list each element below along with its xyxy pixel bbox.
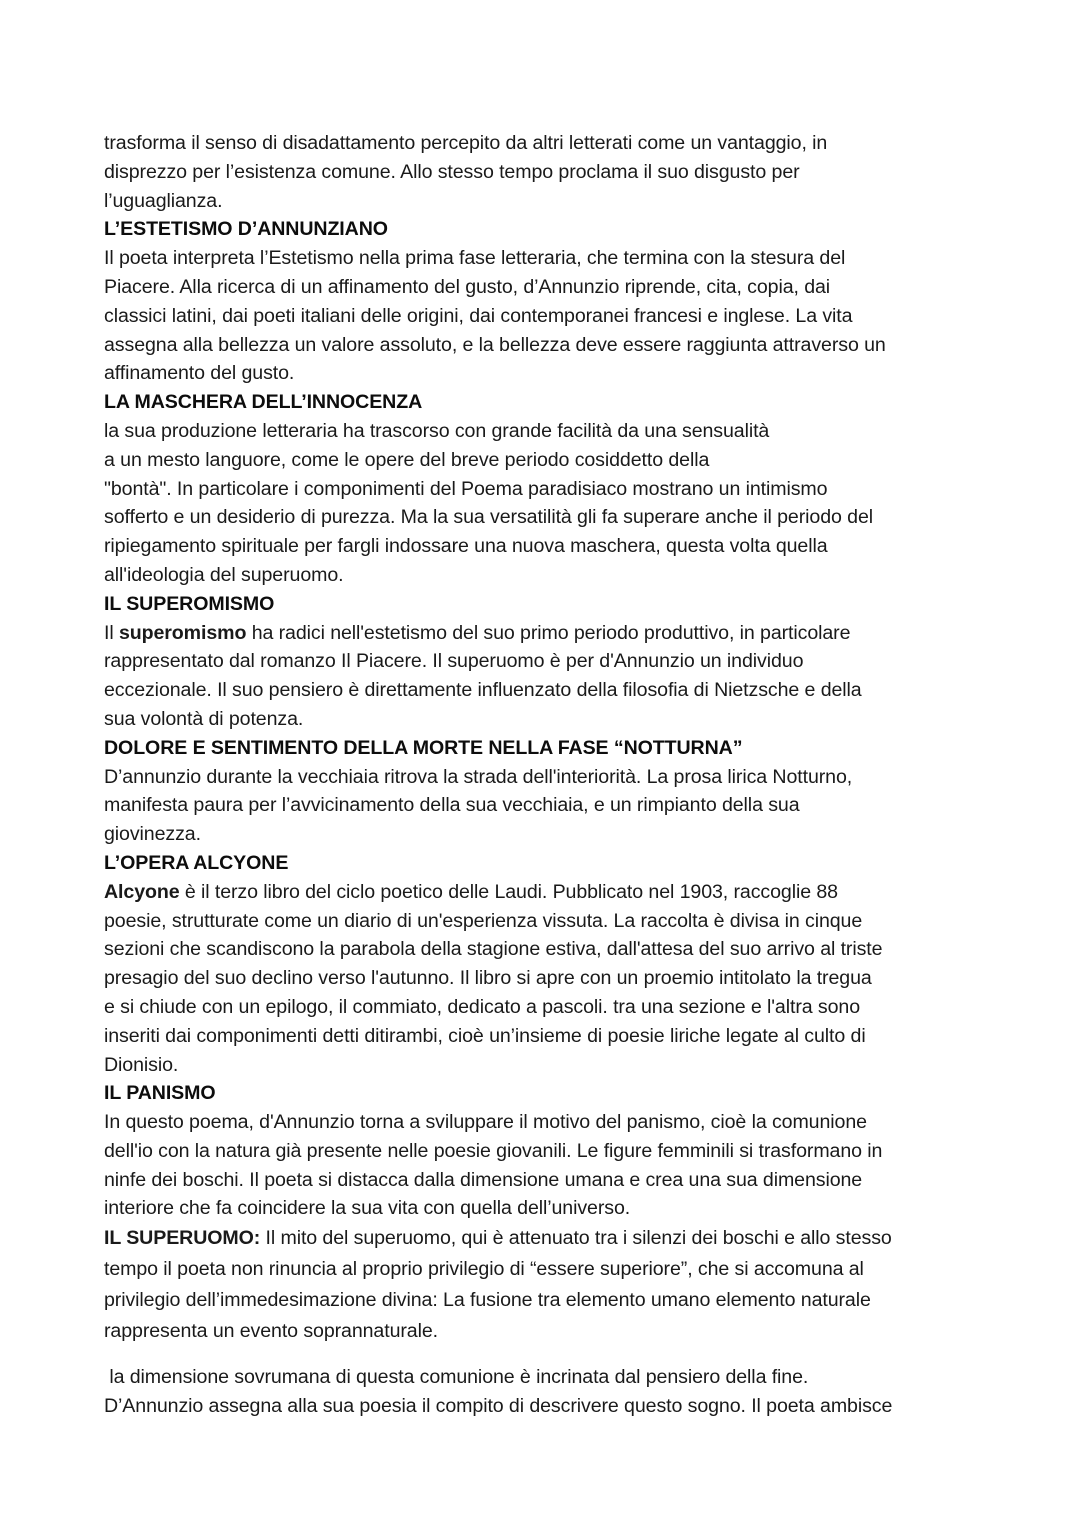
text-run: Il [104, 621, 119, 644]
text-line: Dionisio. [104, 1053, 179, 1076]
section-heading: L’ESTETISMO D’ANNUNZIANO [104, 218, 388, 241]
text-line: D’Annunzio assegna alla sua poesia il compito di descrivere questo sogno. Il poeta ambisce [104, 1395, 893, 1418]
text-line: rappresenta un evento soprannaturale. [104, 1320, 438, 1343]
text-line: ninfe dei boschi. Il poeta si distacca dalla dimensione umana e crea una sua dimensione [104, 1168, 863, 1191]
section-heading: L’OPERA ALCYONE [104, 851, 289, 874]
conclusion-paragraph [104, 1363, 984, 1421]
text-line: tempo il poeta non rinuncia al proprio privilegio di “essere superiore”, che si accomuna al [104, 1258, 864, 1281]
bold-term: IL SUPERUOMO: [104, 1227, 261, 1250]
section-heading: DOLORE E SENTIMENTO DELLA MORTE NELLA FASE “NOTTURNA” [104, 736, 743, 759]
text-line [104, 619, 984, 648]
text-line: disprezzo per l’esistenza comune. Allo stesso tempo proclama il suo disgusto per [104, 160, 800, 183]
text-line: la sua produzione letteraria ha trascorso con grande facilità da una sensualità [104, 419, 770, 442]
text-line: interiore che fa coincidere la sua vita con quella dell’universo. [104, 1197, 631, 1220]
text-line [104, 1223, 984, 1254]
text-line: manifesta paura per l’avvicinamento della sua vecchiaia, e un rimpianto della sua [104, 794, 800, 817]
text-run: ha radici nell'estetismo del suo primo periodo produttivo, in particolare [246, 621, 851, 644]
text-line: giovinezza. [104, 823, 201, 846]
text-line: ripiegamento spirituale per fargli indossare una nuova maschera, questa volta quella [104, 535, 828, 558]
section-superomismo [104, 590, 984, 734]
text-line: In questo poema, d'Annunzio torna a sviluppare il motivo del panismo, cioè la comunione [104, 1111, 867, 1134]
text-line: assegna alla bellezza un valore assoluto, e la bellezza deve essere raggiunta attraverso un [104, 333, 886, 356]
text-line: rappresentato dal romanzo Il Piacere. Il superuomo è per d'Annunzio un individuo [104, 650, 804, 673]
text-line: sofferto e un desiderio di purezza. Ma la sua versatilità gli fa superare anche il periodo del [104, 506, 873, 529]
bold-term: superomismo [118, 621, 247, 644]
text-line: all'ideologia del superuomo. [104, 563, 344, 586]
text-line: privilegio dell’immedesimazione divina: La fusione tra elemento umano elemento naturale [104, 1289, 871, 1312]
text-run: Il mito del superuomo, qui è attenuato tra i silenzi dei boschi e allo stesso [260, 1227, 892, 1250]
text-line: trasforma il senso di disadattamento percepito da altri letterati come un vantaggio, in [104, 132, 828, 154]
text-line: classici latini, dai poeti italiani delle origini, dai contemporanei francesi e inglese. La vita [104, 304, 853, 327]
section-panismo [104, 1079, 984, 1223]
text-line: poesie, strutturate come un diario di un'esperienza vissuta. La raccolta è divisa in cinque [104, 909, 863, 932]
text-line: la dimensione sovrumana di questa comunione è incrinata dal pensiero della fine. [104, 1366, 809, 1389]
text-line: eccezionale. Il suo pensiero è direttamente influenzato della filosofia di Nietzsche e della [104, 679, 862, 702]
section-maschera [104, 388, 984, 590]
section-notturna [104, 734, 984, 849]
section-estetismo [104, 215, 984, 388]
text-line: e si chiude con un epilogo, il commiato, dedicato a pascoli. tra una sezione e l'altra sono [104, 995, 860, 1018]
text-line: inseriti dai componimenti detti ditirambi, cioè un’insieme di poesie liriche legate al culto di [104, 1024, 866, 1047]
text-line: a un mesto languore, come le opere del breve periodo cosiddetto della [104, 448, 710, 471]
text-line: sezioni che scandiscono la parabola della stagione estiva, dall'attesa del suo arrivo al triste [104, 938, 883, 961]
section-heading: IL PANISMO [104, 1082, 216, 1105]
section-superuomo [104, 1223, 984, 1347]
text-line: l’uguaglianza. [104, 189, 223, 212]
bold-term: Alcyone [104, 880, 180, 903]
text-run: è il terzo libro del ciclo poetico delle Laudi. Pubblicato nel 1903, raccoglie 88 [179, 880, 838, 903]
text-line: affinamento del gusto. [104, 362, 295, 385]
section-heading: LA MASCHERA DELL’INNOCENZA [104, 391, 423, 414]
text-line: dell'io con la natura già presente nelle poesie giovanili. Le figure femminili si trasformano in [104, 1139, 883, 1162]
text-line: "bontà". In particolare i componimenti del Poema paradisiaco mostrano un intimismo [104, 477, 828, 500]
text-line: presagio del suo declino verso l'autunno. Il libro si apre con un proemio intitolato la tregua [104, 967, 872, 990]
text-line: D’annunzio durante la vecchiaia ritrova la strada dell'interiorità. La prosa lirica Notturno, [104, 765, 853, 788]
text-line: Il poeta interpreta l’Estetismo nella prima fase letteraria, che termina con la stesura del [104, 247, 846, 270]
text-line: sua volontà di potenza. [104, 707, 304, 730]
text-line [104, 878, 984, 907]
text-line: Piacere. Alla ricerca di un affinamento del gusto, d’Annunzio riprende, cita, copia, dai [104, 275, 831, 298]
section-alcyone [104, 849, 984, 1079]
section-heading: IL SUPEROMISMO [104, 592, 275, 615]
document-page [104, 129, 984, 1421]
intro-paragraph [104, 129, 984, 215]
